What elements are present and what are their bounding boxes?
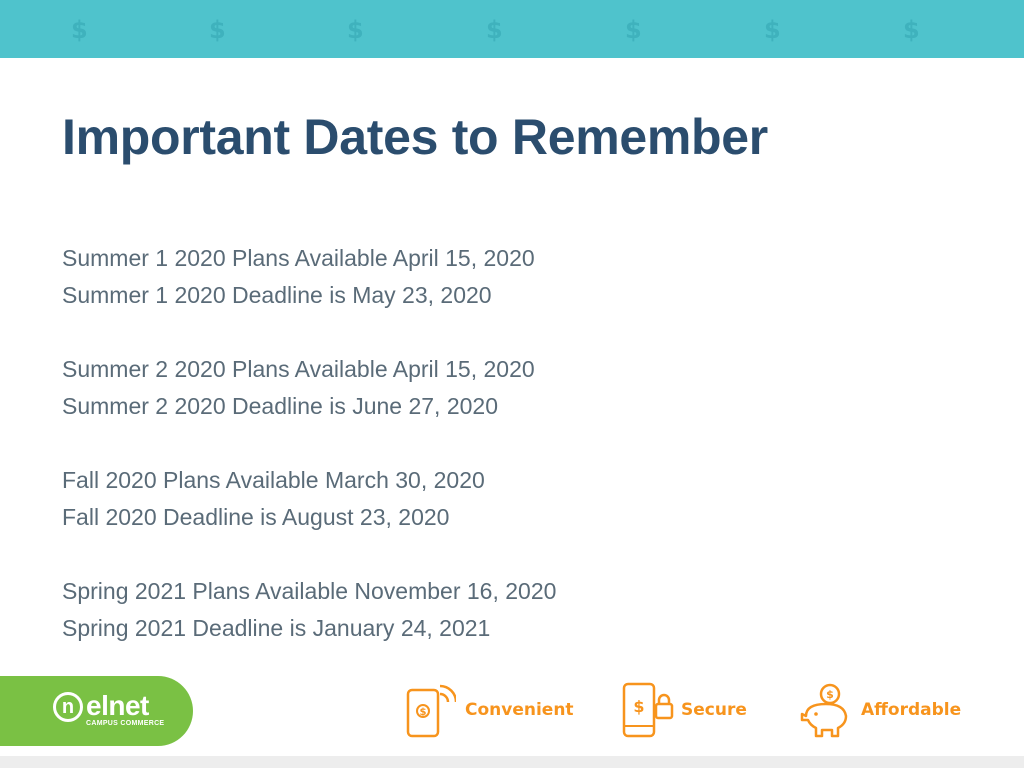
nelnet-logo-mark: n: [53, 692, 83, 722]
date-group-summer-1: [62, 240, 862, 314]
date-group-summer-2: [62, 351, 862, 425]
top-banner: [0, 0, 1024, 58]
dollar-sign-icon: $: [347, 16, 364, 44]
date-line: Spring 2021 Deadline is January 24, 2021: [62, 615, 491, 641]
date-line: Fall 2020 Deadline is August 23, 2020: [62, 504, 450, 530]
feature-label-secure: Secure: [681, 700, 747, 720]
feature-label-affordable: Affordable: [861, 700, 962, 720]
date-line: Fall 2020 Plans Available March 30, 2020: [62, 467, 485, 493]
date-group-fall: [62, 462, 862, 536]
nelnet-logo-word: elnet: [86, 690, 149, 721]
page-title: Important Dates to Remember: [62, 109, 768, 165]
date-group-spring: [62, 573, 862, 647]
date-line: Summer 2 2020 Deadline is June 27, 2020: [62, 393, 499, 419]
dates-list: [62, 240, 862, 684]
svg-text:$: $: [419, 707, 427, 718]
svg-text:$: $: [633, 697, 645, 716]
dollar-sign-icon: $: [71, 16, 88, 44]
dollar-sign-icon: $: [625, 16, 642, 44]
date-line: Summer 1 2020 Deadline is May 23, 2020: [62, 282, 492, 308]
nelnet-logo-tagline: CAMPUS COMMERCE: [86, 720, 165, 727]
svg-text:$: $: [826, 688, 834, 701]
date-line: Summer 2 2020 Plans Available April 15, 2020: [62, 356, 535, 382]
dollar-sign-icon: $: [209, 16, 226, 44]
footer-strip: [0, 756, 1024, 768]
piggy-bank-icon: [796, 682, 856, 740]
feature-label-convenient: Convenient: [465, 700, 574, 720]
dollar-sign-icon: $: [486, 16, 503, 44]
dollar-sign-icon: $: [903, 16, 920, 44]
secure-phone-lock-icon: [620, 680, 676, 740]
dollar-sign-icon: $: [764, 16, 781, 44]
mobile-payment-icon: [404, 680, 456, 740]
date-line: Spring 2021 Plans Available November 16, 2020: [62, 578, 557, 604]
date-line: Summer 1 2020 Plans Available April 15, 2020: [62, 245, 535, 271]
